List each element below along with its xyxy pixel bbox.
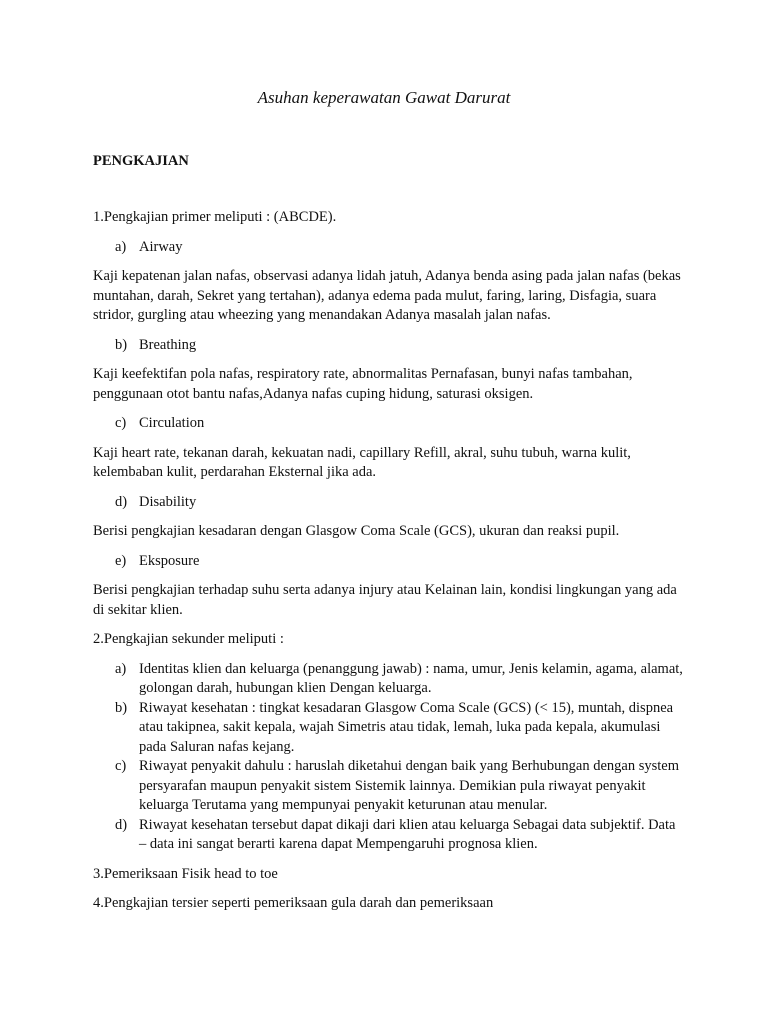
primary-item-airway-text: Kaji kepatenan jalan nafas, observasi adanya lidah jatuh, Adanya benda asing pada jalan nafas (bekas muntahan, darah, Sekret yang tertahan), adanya edema pada mulut, faring, laring, Disfagia, suara stridor, gurgling atau wheezing yang menandakan Adanya masalah jalan nafas. xyxy=(93,268,681,323)
primary-item-airway xyxy=(93,238,683,258)
list-marker: b) xyxy=(115,336,128,353)
list-item xyxy=(93,757,683,816)
primary-item-label: Circulation xyxy=(139,415,205,431)
list-marker: c) xyxy=(115,758,127,774)
item-4: 4.Pengkajian tersier seperti pemeriksaan gula darah dan pemeriksaan xyxy=(93,895,494,911)
list-item-text: Riwayat kesehatan tersebut dapat dikaji dari klien atau keluarga Sebagai data subjektif. Data – data ini sangat berarti karena dapat Mempengaruhi prognosa klien. xyxy=(139,816,676,852)
list-item xyxy=(93,699,683,758)
document-title: Asuhan keperawatan Gawat Darurat xyxy=(257,88,511,107)
list-marker: a) xyxy=(115,238,127,255)
primary-item-disability xyxy=(93,493,683,513)
list-marker: b) xyxy=(115,699,128,716)
list-item xyxy=(93,660,683,699)
list-marker: d) xyxy=(115,816,128,833)
primary-intro: 1.Pengkajian primer meliputi : (ABCDE). xyxy=(93,209,337,225)
list-item-text: Riwayat kesehatan : tingkat kesadaran Glasgow Coma Scale (GCS) (< 15), muntah, dispnea atau takipnea, sakit kepala, wajah Simetris atau tidak, lemah, luka pada kepala, akumulasi pada Saluran nafas kejang. xyxy=(139,699,674,755)
section-heading: PENGKAJIAN xyxy=(93,153,189,169)
primary-item-eksposure xyxy=(93,552,683,572)
list-marker: a) xyxy=(115,660,127,677)
list-item-text: Riwayat penyakit dahulu : haruslah diketahui dengan baik yang Berhubungan dengan system persyarafan maupun penyakit sistem Sistemik lainnya. Demikian pula riwayat penyakit keluarga Terutama yang mempunyai penyakit keturunan atau menular. xyxy=(139,758,679,813)
primary-item-circulation xyxy=(93,414,683,434)
primary-item-breathing xyxy=(93,336,683,356)
document-body xyxy=(93,208,683,924)
primary-item-label: Airway xyxy=(139,238,183,255)
primary-item-label: Disability xyxy=(139,493,197,510)
list-marker: e) xyxy=(115,552,127,569)
primary-item-circulation-text: Kaji heart rate, tekanan darah, kekuatan nadi, capillary Refill, akral, suhu tubuh, warna kulit, kelembaban kulit, perdarahan Eksternal jika ada. xyxy=(93,444,631,480)
secondary-list xyxy=(93,660,683,855)
secondary-intro: 2.Pengkajian sekunder meliputi : xyxy=(93,631,284,647)
primary-item-breathing-text: Kaji keefektifan pola nafas, respiratory rate, abnormalitas Pernafasan, bunyi nafas tambahan, penggunaan otot bantu nafas,Adanya nafas cuping hidung, saturasi oksigen. xyxy=(93,366,633,402)
item-3: 3.Pemeriksaan Fisik head to toe xyxy=(93,865,278,882)
primary-item-disability-text: Berisi pengkajian kesadaran dengan Glasgow Coma Scale (GCS), ukuran dan reaksi pupil. xyxy=(93,523,620,539)
primary-item-label: Breathing xyxy=(139,336,197,353)
list-marker: d) xyxy=(115,493,128,510)
list-item-text: Identitas klien dan keluarga (penanggung jawab) : nama, umur, Jenis kelamin, agama, alamat, golongan darah, hubungan klien Dengan keluarga. xyxy=(139,660,683,696)
primary-item-eksposure-text: Berisi pengkajian terhadap suhu serta adanya injury atau Kelainan lain, kondisi lingkungan yang ada di sekitar klien. xyxy=(93,582,677,618)
list-item xyxy=(93,816,683,855)
primary-item-label: Eksposure xyxy=(139,552,200,569)
list-marker: c) xyxy=(115,415,127,431)
